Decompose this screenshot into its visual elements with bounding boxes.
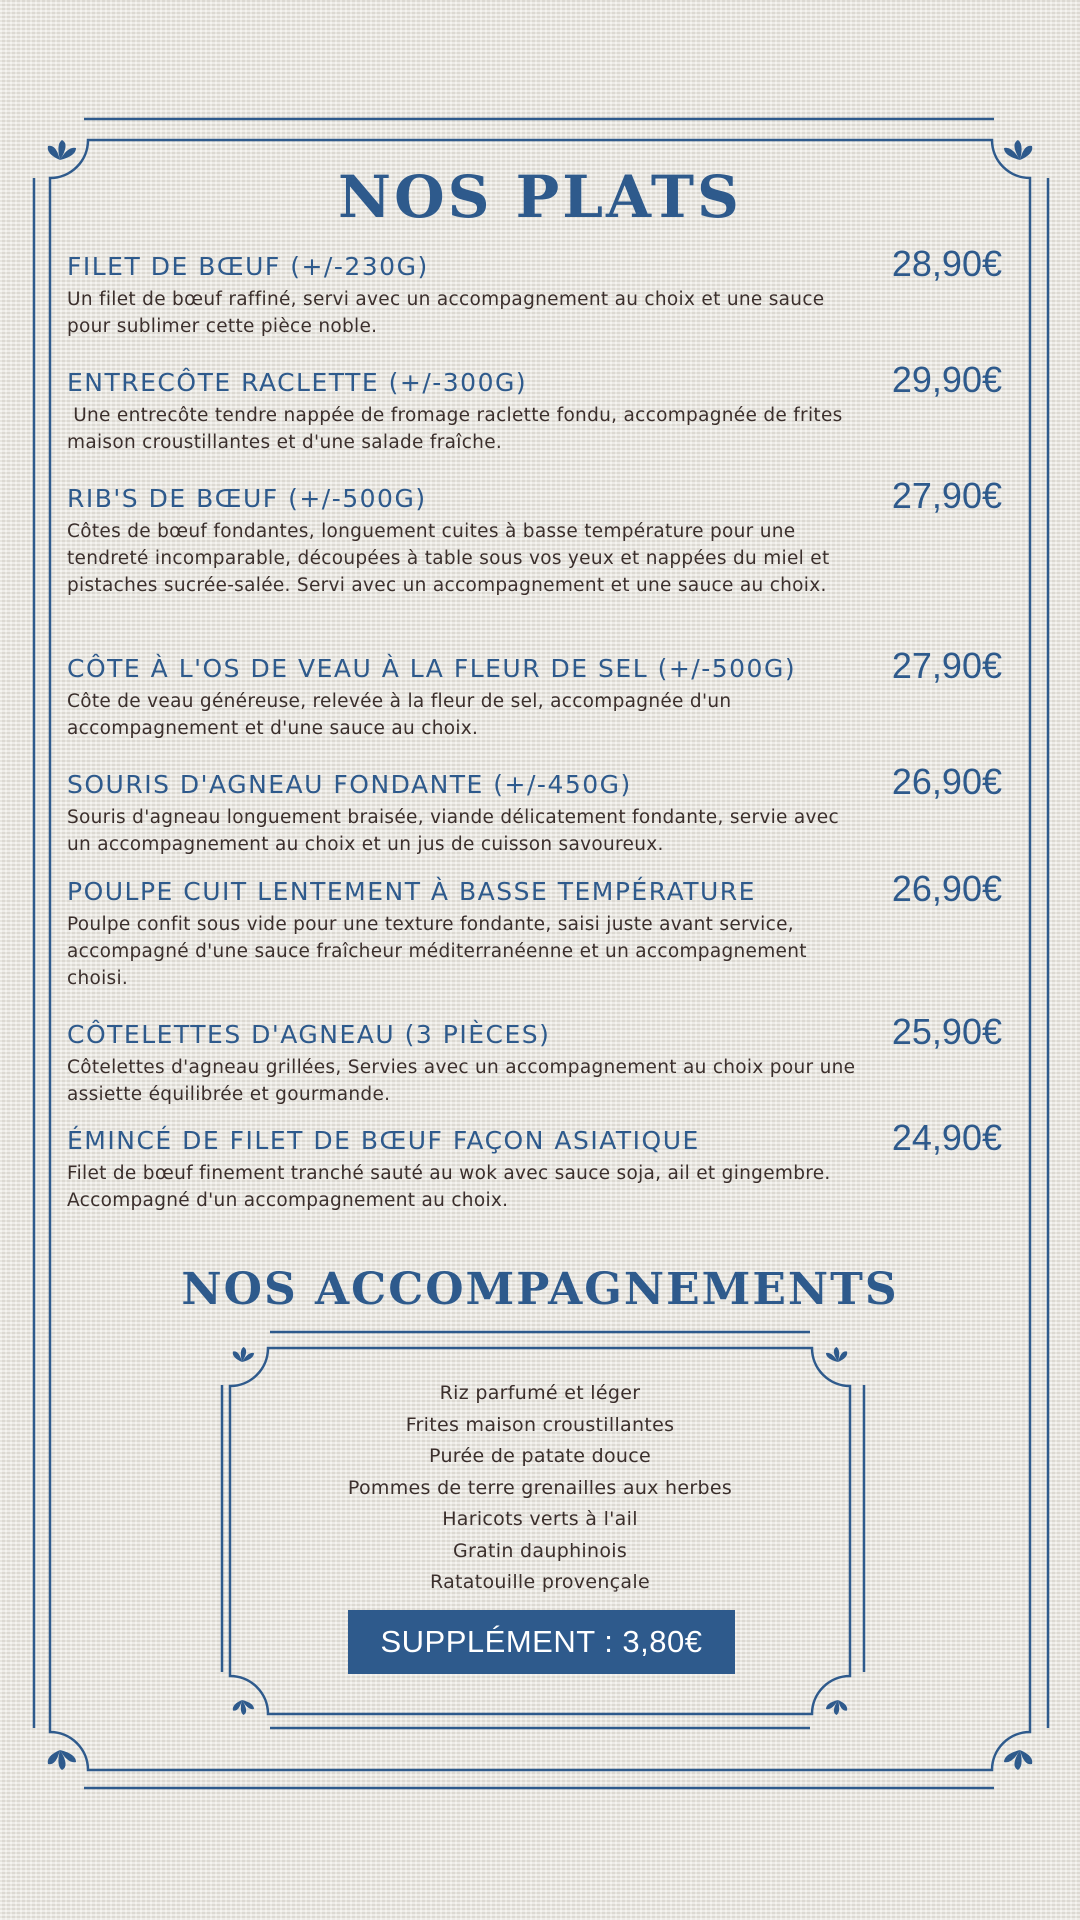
dish-description: Une entrecôte tendre nappée de fromage raclette fondu, accompagnée de frites maison croustillantes et d'une salade fraîche. [67,405,849,453]
dish-name: RIB'S DE BŒUF (+/-500G) [67,484,427,513]
dish-description: Côte de veau généreuse, relevée à la fleur de sel, accompagnée d'un accompagnement et d'une sauce au choix. [67,691,732,739]
menu-item-souris-agneau [67,761,1002,858]
dish-description: Filet de bœuf finement tranché sauté au wok avec sauce soja, ail et gingembre. Accompagné d'un accompagnement au choix. [67,1163,831,1211]
menu-item-emince-boeuf [67,1117,1002,1214]
list-item: Ratatouille provençale [430,1571,650,1593]
dish-price: 24,90€ [891,1117,1002,1158]
dish-price: 29,90€ [891,359,1002,400]
dish-price: 26,90€ [891,868,1002,909]
list-item: Frites maison croustillantes [405,1413,675,1436]
list-item: Gratin dauphinois [452,1539,628,1562]
dish-price: 25,90€ [891,1011,1002,1052]
dish-description: Poulpe confit sous vide pour une texture fondante, saisi juste avant service, accompagné d'une sauce fraîcheur méditerranéenne et un accompagnement choisi. [67,914,807,989]
dish-name: POULPE CUIT LENTEMENT À BASSE TEMPÉRATURE [67,877,756,906]
menu-item-cote-de-veau [67,645,1002,742]
dish-name: FILET DE BŒUF (+/-230G) [67,252,429,281]
list-item: Purée de patate douce [429,1445,651,1467]
list-item: Haricots verts à l'ail [442,1508,638,1530]
dish-price: 28,90€ [891,243,1002,284]
dish-name: CÔTE À L'OS DE VEAU À LA FLEUR DE SEL (+/-500G) [67,654,797,683]
menu-title: NOS PLATS [338,163,742,231]
menu-item-entrecote-raclette [67,359,1002,456]
dish-name: ENTRECÔTE RACLETTE (+/-300G) [67,368,528,397]
menu-item-filet-de-boeuf [67,243,1002,340]
dish-price: 27,90€ [891,645,1002,686]
dish-name: SOURIS D'AGNEAU FONDANTE (+/-450G) [67,770,632,799]
list-item: Pommes de terre grenailles aux herbes [347,1476,733,1499]
menu-item-ribs-de-boeuf [67,475,1002,599]
list-item: Riz parfumé et léger [439,1382,641,1404]
menu-item-cotelettes-agneau [67,1011,1002,1108]
dish-name: CÔTELETTES D'AGNEAU (3 PIÈCES) [67,1020,551,1049]
dish-description: Côtelettes d'agneau grillées, Servies avec un accompagnement au choix pour une assiette équilibrée et gourmande. [67,1057,856,1105]
supplement-badge: SUPPLÉMENT : 3,80€ [348,1610,735,1674]
dish-price: 26,90€ [891,761,1002,802]
menu-item-poulpe [67,868,1002,992]
dish-name: ÉMINCÉ DE FILET DE BŒUF FAÇON ASIATIQUE [67,1126,700,1155]
dish-description: Un filet de bœuf raffiné, servi avec un accompagnement au choix et une sauce pour sublimer cette pièce noble. [67,289,825,337]
dish-description: Souris d'agneau longuement braisée, viande délicatement fondante, servie avec un accompagnement au choix et un jus de cuisson savoureux. [67,807,839,855]
sides-list [280,1378,800,1599]
sides-title: NOS ACCOMPAGNEMENTS [181,1264,899,1315]
dish-description: Côtes de bœuf fondantes, longuement cuites à basse température pour une tendreté incomparable, découpées à table sous vos yeux et nappées du miel et pistaches sucrée-salée. Servi avec un accompagnement et une sauce au choix. [67,521,830,596]
dish-price: 27,90€ [891,475,1002,516]
